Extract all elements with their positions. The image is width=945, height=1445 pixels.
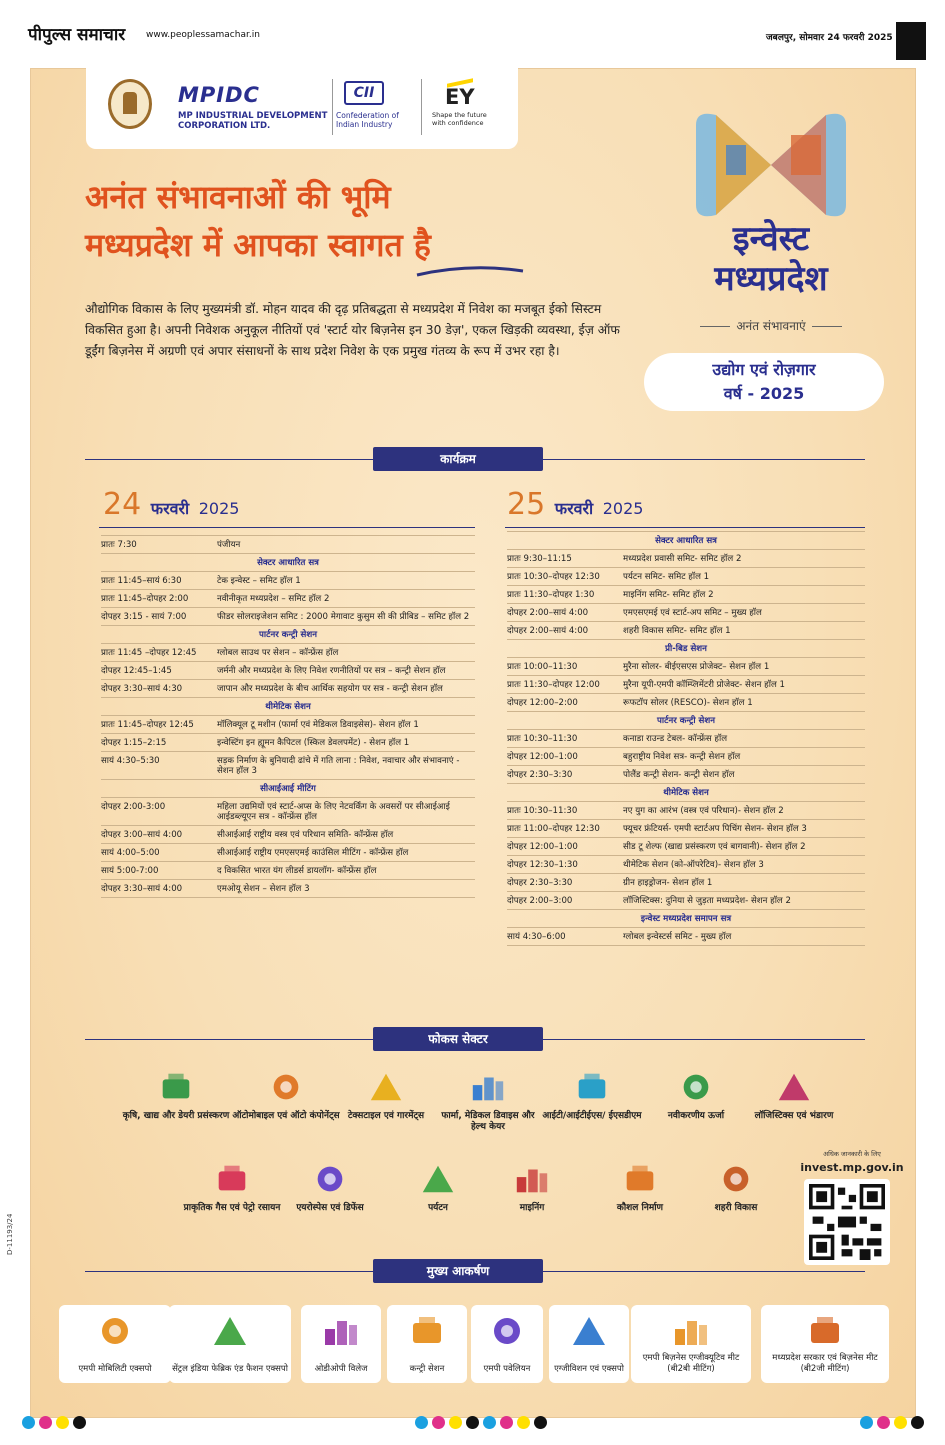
- schedule-time: प्रातः 11:45–दोपहर 2:00: [101, 594, 189, 604]
- schedule-time: प्रातः 11:45–दोपहर 12:45: [101, 720, 194, 730]
- schedule-time: सायं 4:30–6:00: [507, 932, 566, 942]
- day1-rule: [99, 527, 475, 528]
- schedule-event: इन्वेस्टिंग इन ह्यूमन कैपिटल (स्किल डेवलपमेंट) - सेशन हॉल 1: [217, 738, 410, 748]
- day2-rule: [505, 527, 865, 528]
- schedule-event: जापान और मध्यप्रदेश के बीच आर्थिक सहयोग पर सत्र - कन्ट्री सेशन हॉल: [217, 684, 443, 694]
- focus-sector-label: ऑटोमोबाइल एवं ऑटो कंपोनेंट्स: [232, 1111, 340, 1121]
- schedule-row: [507, 748, 865, 766]
- schedule-time: प्रातः 10:00–11:30: [507, 662, 578, 672]
- headline-line-2: मध्यप्रदेश में आपका स्वागत है: [85, 226, 431, 264]
- schedule-section-title: पार्टनर कन्ट्री सेशन: [101, 626, 475, 644]
- ad-code: D-11193/24: [6, 1213, 14, 1255]
- day1-year: 2025: [198, 499, 240, 518]
- schedule-row: [507, 622, 865, 640]
- schedule-row: [101, 716, 475, 734]
- attraction-label: ओडीओपी विलेज: [314, 1364, 368, 1374]
- focus-sector-label: माइनिंग: [519, 1203, 545, 1213]
- schedule-section-title: पार्टनर कन्ट्री सेशन: [507, 712, 865, 730]
- schedule-event: ग्लोबल साउथ पर सेशन – कॉन्फ्रेंस हॉल: [217, 648, 339, 658]
- schedule-event: मध्यप्रदेश प्रवासी समिट- समिट हॉल 2: [623, 554, 742, 564]
- cii-logo: CII: [344, 81, 384, 105]
- schedule-row: [507, 874, 865, 892]
- schedule-time: दोपहर 3:30–सायं 4:30: [101, 684, 183, 694]
- color-registration-marks: [22, 1416, 86, 1429]
- schedule-row: [507, 892, 865, 910]
- day2-schedule: [507, 531, 865, 946]
- schedule-time: दोपहर 12:30–1:30: [507, 860, 578, 870]
- schedule-event: नए युग का आरंभ (वस्त्र एवं परिधान)- सेशन हॉल 2: [623, 806, 784, 816]
- day1-heading: [103, 487, 239, 522]
- schedule-event: थीमेटिक सेशन (को-ऑपरेटिव)- सेशन हॉल 3: [623, 860, 764, 870]
- focus-sector-item: [231, 1069, 341, 1122]
- mp-map-icon: [316, 1313, 366, 1349]
- schedule-section-title: सीआईआई मीटिंग: [101, 780, 475, 798]
- schedule-event: कनाडा राउन्ड टेबल- कॉन्फ्रेंस हॉल: [623, 734, 728, 744]
- schedule-time: दोपहर 1:15–2:15: [101, 738, 167, 748]
- focus-sector-label: शहरी विकास: [714, 1203, 758, 1213]
- attraction-card: [761, 1305, 889, 1383]
- schedule-time: प्रातः 11:45 –दोपहर 12:45: [101, 648, 197, 658]
- bulb-gear-icon: [621, 1161, 659, 1197]
- monument-icon: [419, 1161, 457, 1197]
- day1-month: फरवरी: [150, 499, 190, 518]
- attraction-card: [471, 1305, 543, 1383]
- attraction-label: मध्यप्रदेश सरकार एवं बिज़नेस मीट (बी2जी मीटिंग): [772, 1353, 878, 1374]
- attraction-label: एग्जीविशन एवं एक्सपो: [554, 1364, 624, 1374]
- focus-sector-label: पर्यटन: [428, 1203, 448, 1213]
- schedule-row: [507, 694, 865, 712]
- attraction-label: सेंट्रल इंडिया फेब्रिक एंड फैशन एक्सपो: [172, 1364, 288, 1374]
- day1-date: 24: [103, 487, 142, 522]
- schedule-event: मुरैना यूपी-एमपी कॉम्प्लिमेंटरी प्रोजेक्ट- सेशन हॉल 1: [623, 680, 785, 690]
- focus-sector-label: फार्मा, मेडिकल डिवाइस और हेल्थ केयर: [441, 1111, 535, 1132]
- focus-sector-item: [477, 1161, 587, 1214]
- schedule-event: जर्मनी और मध्यप्रदेश के लिए निवेश रणनीतियों पर सत्र – कन्ट्री सेशन हॉल: [217, 666, 446, 676]
- schedule-row: [507, 550, 865, 568]
- schedule-time: दोपहर 12:00–1:00: [507, 752, 578, 762]
- schedule-event: एमएसएमई एवं स्टार्ट-अप समिट – मुख्य हॉल: [623, 608, 762, 618]
- schedule-event: फीडर सोलराइजेशन समिट : 2000 मेगावाट कुसुम सी की प्रीबिड – समिट हॉल 2: [217, 612, 470, 622]
- newspaper-url[interactable]: www.peoplessamachar.in: [146, 30, 260, 40]
- city-icon: [717, 1161, 755, 1197]
- schedule-row: [101, 798, 475, 826]
- schedule-event: सीआईआई राष्ट्रीय एमएसएमई काउंसिल मीटिंग - कॉन्फ्रेंस हॉल: [217, 848, 409, 858]
- day2-date: 25: [507, 487, 546, 522]
- schedule-row: [507, 658, 865, 676]
- focus-sector-item: [537, 1069, 647, 1122]
- schedule-event: बहुराष्ट्रीय निवेश सत्र- कन्ट्री सेशन हॉल: [623, 752, 741, 762]
- schedule-time: दोपहर 12:45–1:45: [101, 666, 172, 676]
- attraction-card: [631, 1305, 751, 1383]
- schedule-event: लॉजिस्टिक्स: दुनिया से जुड़ता मध्यप्रदेश- सेशन हॉल 2: [623, 896, 791, 906]
- newspaper-brand[interactable]: पीपुल्स समाचार: [28, 25, 126, 45]
- b2g-icon: [800, 1313, 850, 1349]
- logo-divider: [332, 79, 333, 135]
- logo-divider: [421, 79, 422, 135]
- year-line-2: वर्ष - 2025: [723, 384, 805, 403]
- color-registration-marks: [415, 1416, 547, 1429]
- invest-tagline: अनंत संभावनाएं: [661, 317, 881, 334]
- schedule-row: [507, 604, 865, 622]
- schedule-row: [101, 844, 475, 862]
- attraction-card: [301, 1305, 381, 1383]
- schedule-row: [507, 676, 865, 694]
- schedule-time: दोपहर 2:00–3:00: [507, 896, 573, 906]
- mp-emblem-icon: [108, 79, 152, 129]
- schedule-time: दोपहर 2:00–सायं 4:00: [507, 608, 589, 618]
- exchange-icon: [402, 1313, 452, 1349]
- fabric-icon: [205, 1313, 255, 1349]
- schedule-time: दोपहर 2:30–3:30: [507, 878, 573, 888]
- focus-sector-item: [433, 1069, 543, 1133]
- schedule-row: [101, 644, 475, 662]
- focus-sector-item: [681, 1161, 791, 1214]
- schedule-time: दोपहर 2:00-3:00: [101, 802, 166, 812]
- schedule-row: [101, 752, 475, 780]
- windmill-icon: [677, 1069, 715, 1105]
- factory-icon: [213, 1161, 251, 1197]
- schedule-row: [101, 590, 475, 608]
- focus-sector-label: लॉजिस्टिक्स एवं भंडारण: [754, 1111, 834, 1121]
- schedule-row: [507, 856, 865, 874]
- invest-mp-infinity-icon: [686, 105, 856, 225]
- schedule-event: मॉलिक्यूल टू मशीन (फार्मा एवं मेडिकल डिवाइसेस)- सेशन हॉल 1: [217, 720, 419, 730]
- day2-heading: [507, 487, 643, 522]
- schedule-event: मुरैना सोलर- बीईएसएस प्रोजेक्ट– सेशन हॉल 1: [623, 662, 770, 672]
- pavilion-icon: [482, 1313, 532, 1349]
- schedule-event: टेक इन्वेस्ट – समिट हॉल 1: [217, 576, 301, 586]
- qr-label: अधिक जानकारी के लिए: [823, 1150, 881, 1158]
- schedule-time: दोपहर 12:00–2:00: [507, 698, 578, 708]
- program-heading: कार्यक्रम: [373, 447, 543, 471]
- schedule-event: सीड टू शेल्फ (खाद्य प्रसंस्करण एवं बागवानी)- सेशन हॉल 2: [623, 842, 806, 852]
- qr-pattern-icon: [809, 1184, 885, 1260]
- mpidc-logo: MPIDC: [178, 83, 260, 107]
- attraction-label: एमपी बिज़नेस एग्जीक्यूटिव मीट (बी2बी मीटिंग): [642, 1353, 740, 1374]
- focus-sector-item: [641, 1069, 751, 1122]
- focus-sector-item: [585, 1161, 695, 1214]
- schedule-time: दोपहर 12:00–1:00: [507, 842, 578, 852]
- schedule-time: दोपहर 2:00–सायं 4:00: [507, 626, 589, 636]
- flask-icon: [469, 1069, 507, 1105]
- schedule-row: [507, 928, 865, 946]
- schedule-section-title: सेक्टर आधारित सत्र: [101, 554, 475, 572]
- focus-sector-label: कृषि, खाद्य और डेयरी प्रसंस्करण: [122, 1111, 230, 1121]
- schedule-row: [101, 680, 475, 698]
- invest-title-line-1: इन्वेस्ट: [732, 219, 810, 259]
- invest-mp-title: [661, 219, 881, 299]
- schedule-event: ग्रीन हाइड्रोजन- सेशन हॉल 1: [623, 878, 713, 888]
- schedule-event: सीआईआई राष्ट्रीय वस्त्र एवं परिधान समिति- कॉन्फ्रेंस हॉल: [217, 830, 394, 840]
- headline: [85, 173, 431, 269]
- masthead: [0, 0, 945, 60]
- attraction-card: [59, 1305, 171, 1383]
- schedule-event: नवीनीकृत मध्यप्रदेश – समिट हॉल 2: [217, 594, 330, 604]
- schedule-time: प्रातः 9:30–11:15: [507, 554, 572, 564]
- focus-sector-label: एयरोस्पेस एवं डिफेंस: [296, 1203, 364, 1213]
- year-line-1: उद्योग एवं रोज़गार: [712, 360, 816, 379]
- schedule-time: प्रातः 10:30–11:30: [507, 734, 578, 744]
- attraction-label: एमपी पवेलियन: [483, 1364, 531, 1374]
- focus-sector-label: आईटी/आईटीईएस/ ईएसडीएम: [542, 1111, 642, 1121]
- attraction-card: [387, 1305, 467, 1383]
- ey-logo: EY: [445, 85, 475, 109]
- schedule-event: रूफटॉप सोलर (RESCO)- सेशन हॉल 1: [623, 698, 753, 708]
- jet-icon: [311, 1161, 349, 1197]
- swoosh-icon: [415, 265, 525, 277]
- schedule-row: [101, 662, 475, 680]
- schedule-time: प्रातः 10:30–दोपहर 12:30: [507, 572, 600, 582]
- tshirt-icon: [367, 1069, 405, 1105]
- focus-sector-item: [177, 1161, 287, 1214]
- schedule-time: दोपहर 3:30–सायं 4:00: [101, 884, 183, 894]
- qr-url[interactable]: invest.mp.gov.in: [800, 1161, 904, 1174]
- cii-name: Confederation of Indian Industry: [336, 111, 399, 129]
- schedule-time: दोपहर 3:00–सायं 4:00: [101, 830, 183, 840]
- schedule-section-title: इन्वेस्ट मध्यप्रदेश समापन सत्र: [507, 910, 865, 928]
- schedule-event: द विकसित भारत यंग लीडर्स डायलॉग- कॉन्फ्रेंस हॉल: [217, 866, 377, 876]
- mpidc-name: MP INDUSTRIAL DEVELOPMENT CORPORATION LTD.: [178, 111, 328, 131]
- advertisement: [30, 68, 916, 1418]
- focus-heading: फोकस सेक्टर: [373, 1027, 543, 1051]
- schedule-time: प्रातः 11:30–दोपहर 12:00: [507, 680, 600, 690]
- ey-tagline: Shape the future with confidence: [432, 111, 487, 127]
- schedule-row: [101, 608, 475, 626]
- schedule-event: महिला उद्यमियों एवं स्टार्ट-अप्स के लिए नेटवर्किंग के अवसरों पर सीआईआई आईडब्ल्यूएन सत्र - कॉन्फ्रेंस हॉल: [217, 802, 450, 822]
- schedule-row: [507, 586, 865, 604]
- focus-sector-item: [739, 1069, 849, 1122]
- intro-paragraph: औद्योगिक विकास के लिए मुख्यमंत्री डॉ. मोहन यादव की दृढ़ प्रतिबद्धता से मध्यप्रदेश में निवेश का मजबूत ईको सिस्टम विकसित हुआ है। अपनी निवेशक अनुकूल नीतियों एवं 'स्टार्ट योर बिज़नेस इन 30 डेज़', एकल खिड़की व्यवस्था, ईज़ ऑफ डूईंग बिज़नेस में अग्रणी एवं अपार संसाधनों के साथ प्रदेश निवेश के एक प्रमुख गंतव्य के रूप में उभर रहा है।: [85, 302, 620, 358]
- schedule-row: [507, 838, 865, 856]
- excavator-icon: [513, 1161, 551, 1197]
- schedule-section-title: थीमेटिक सेशन: [101, 698, 475, 716]
- schedule-row: [507, 730, 865, 748]
- attraction-card: [549, 1305, 629, 1383]
- attraction-label: एमपी मोबिलिटी एक्सपो: [78, 1364, 152, 1374]
- headline-line-1: अनंत संभावनाओं की भूमि: [85, 178, 391, 216]
- schedule-row: [507, 802, 865, 820]
- schedule-row: [101, 826, 475, 844]
- focus-sector-label: प्राकृतिक गैस एवं पेट्रो रसायन: [183, 1203, 281, 1213]
- schedule-row: [101, 862, 475, 880]
- focus-sector-label: कौशल निर्माण: [616, 1203, 664, 1213]
- schedule-event: पोलैंड कन्ट्री सेशन- कन्ट्री सेशन हॉल: [623, 770, 735, 780]
- schedule-time: प्रातः 11:45–सायं 6:30: [101, 576, 182, 586]
- exhibition-icon: [564, 1313, 614, 1349]
- focus-sector-label: नवीकरणीय ऊर्जा: [667, 1111, 725, 1121]
- schedule-section-title: प्री-बिड सेशन: [507, 640, 865, 658]
- schedule-event: माइनिंग समिट- समिट हॉल 2: [623, 590, 714, 600]
- truck-icon: [775, 1069, 813, 1105]
- qr-code-icon[interactable]: [804, 1179, 890, 1265]
- schedule-time: सायं 4:00–5:00: [101, 848, 160, 858]
- schedule-event: ग्लोबल इन्वेस्टर्स समिट - मुख्य हॉल: [623, 932, 732, 942]
- schedule-row: [507, 766, 865, 784]
- wheat-icon: [157, 1069, 195, 1105]
- logo-card: [86, 61, 518, 149]
- schedule-event: पर्यटन समिट- समिट हॉल 1: [623, 572, 710, 582]
- day2-month: फरवरी: [554, 499, 594, 518]
- schedule-row: [101, 572, 475, 590]
- schedule-row: [507, 820, 865, 838]
- schedule-event: फ्यूचर फ्रंटियर्स- एमपी स्टार्टअप पिचिंग सेशन- सेशन हॉल 3: [623, 824, 807, 834]
- corner-block: [896, 22, 926, 60]
- schedule-event: सड़क निर्माण के बुनियादी ढांचे में गति लाना : निवेश, नवाचार और संभावनाएं - सेशन हॉल 3: [217, 756, 460, 776]
- b2b-icon: [666, 1313, 716, 1349]
- schedule-time: दोपहर 3:15 - सायं 7:00: [101, 612, 187, 622]
- schedule-time: प्रातः 10:30–11:30: [507, 806, 578, 816]
- schedule-event: पंजीयन: [217, 540, 241, 550]
- schedule-event: शहरी विकास समिट- समिट हॉल 1: [623, 626, 731, 636]
- attraction-label: कन्ट्री सेशन: [409, 1364, 445, 1374]
- focus-sector-item: [275, 1161, 385, 1214]
- schedule-time: दोपहर 2:30–3:30: [507, 770, 573, 780]
- schedule-time: प्रातः 7:30: [101, 540, 137, 550]
- attraction-card: [169, 1305, 291, 1383]
- year-badge: [644, 353, 884, 411]
- focus-sector-label: टेक्सटाइल एवं गारमेंट्स: [347, 1111, 425, 1121]
- schedule-event: एमओयू सेशन – सेशन हॉल 3: [217, 884, 310, 894]
- schedule-row: [101, 535, 475, 554]
- schedule-time: सायं 5:00-7:00: [101, 866, 159, 876]
- attractions-heading: मुख्य आकर्षण: [373, 1259, 543, 1283]
- schedule-time: प्रातः 11:00–दोपहर 12:30: [507, 824, 600, 834]
- schedule-row: [507, 568, 865, 586]
- schedule-time: प्रातः 11:30–दोपहर 1:30: [507, 590, 595, 600]
- schedule-time: सायं 4:30–5:30: [101, 756, 160, 766]
- day1-schedule: [101, 535, 475, 898]
- car-robots-icon: [90, 1313, 140, 1349]
- schedule-section-title: थीमेटिक सेशन: [507, 784, 865, 802]
- focus-sector-item: [121, 1069, 231, 1122]
- robot-arm-icon: [267, 1069, 305, 1105]
- schedule-row: [101, 880, 475, 898]
- monitor-icon: [573, 1069, 611, 1105]
- schedule-row: [101, 734, 475, 752]
- dateline: जबलपुर, सोमवार 24 फरवरी 2025: [766, 33, 893, 43]
- color-registration-marks: [860, 1416, 924, 1429]
- day2-year: 2025: [602, 499, 644, 518]
- focus-sector-item: [331, 1069, 441, 1122]
- invest-title-line-2: मध्यप्रदेश: [714, 259, 828, 299]
- schedule-section-title: सेक्टर आधारित सत्र: [507, 531, 865, 550]
